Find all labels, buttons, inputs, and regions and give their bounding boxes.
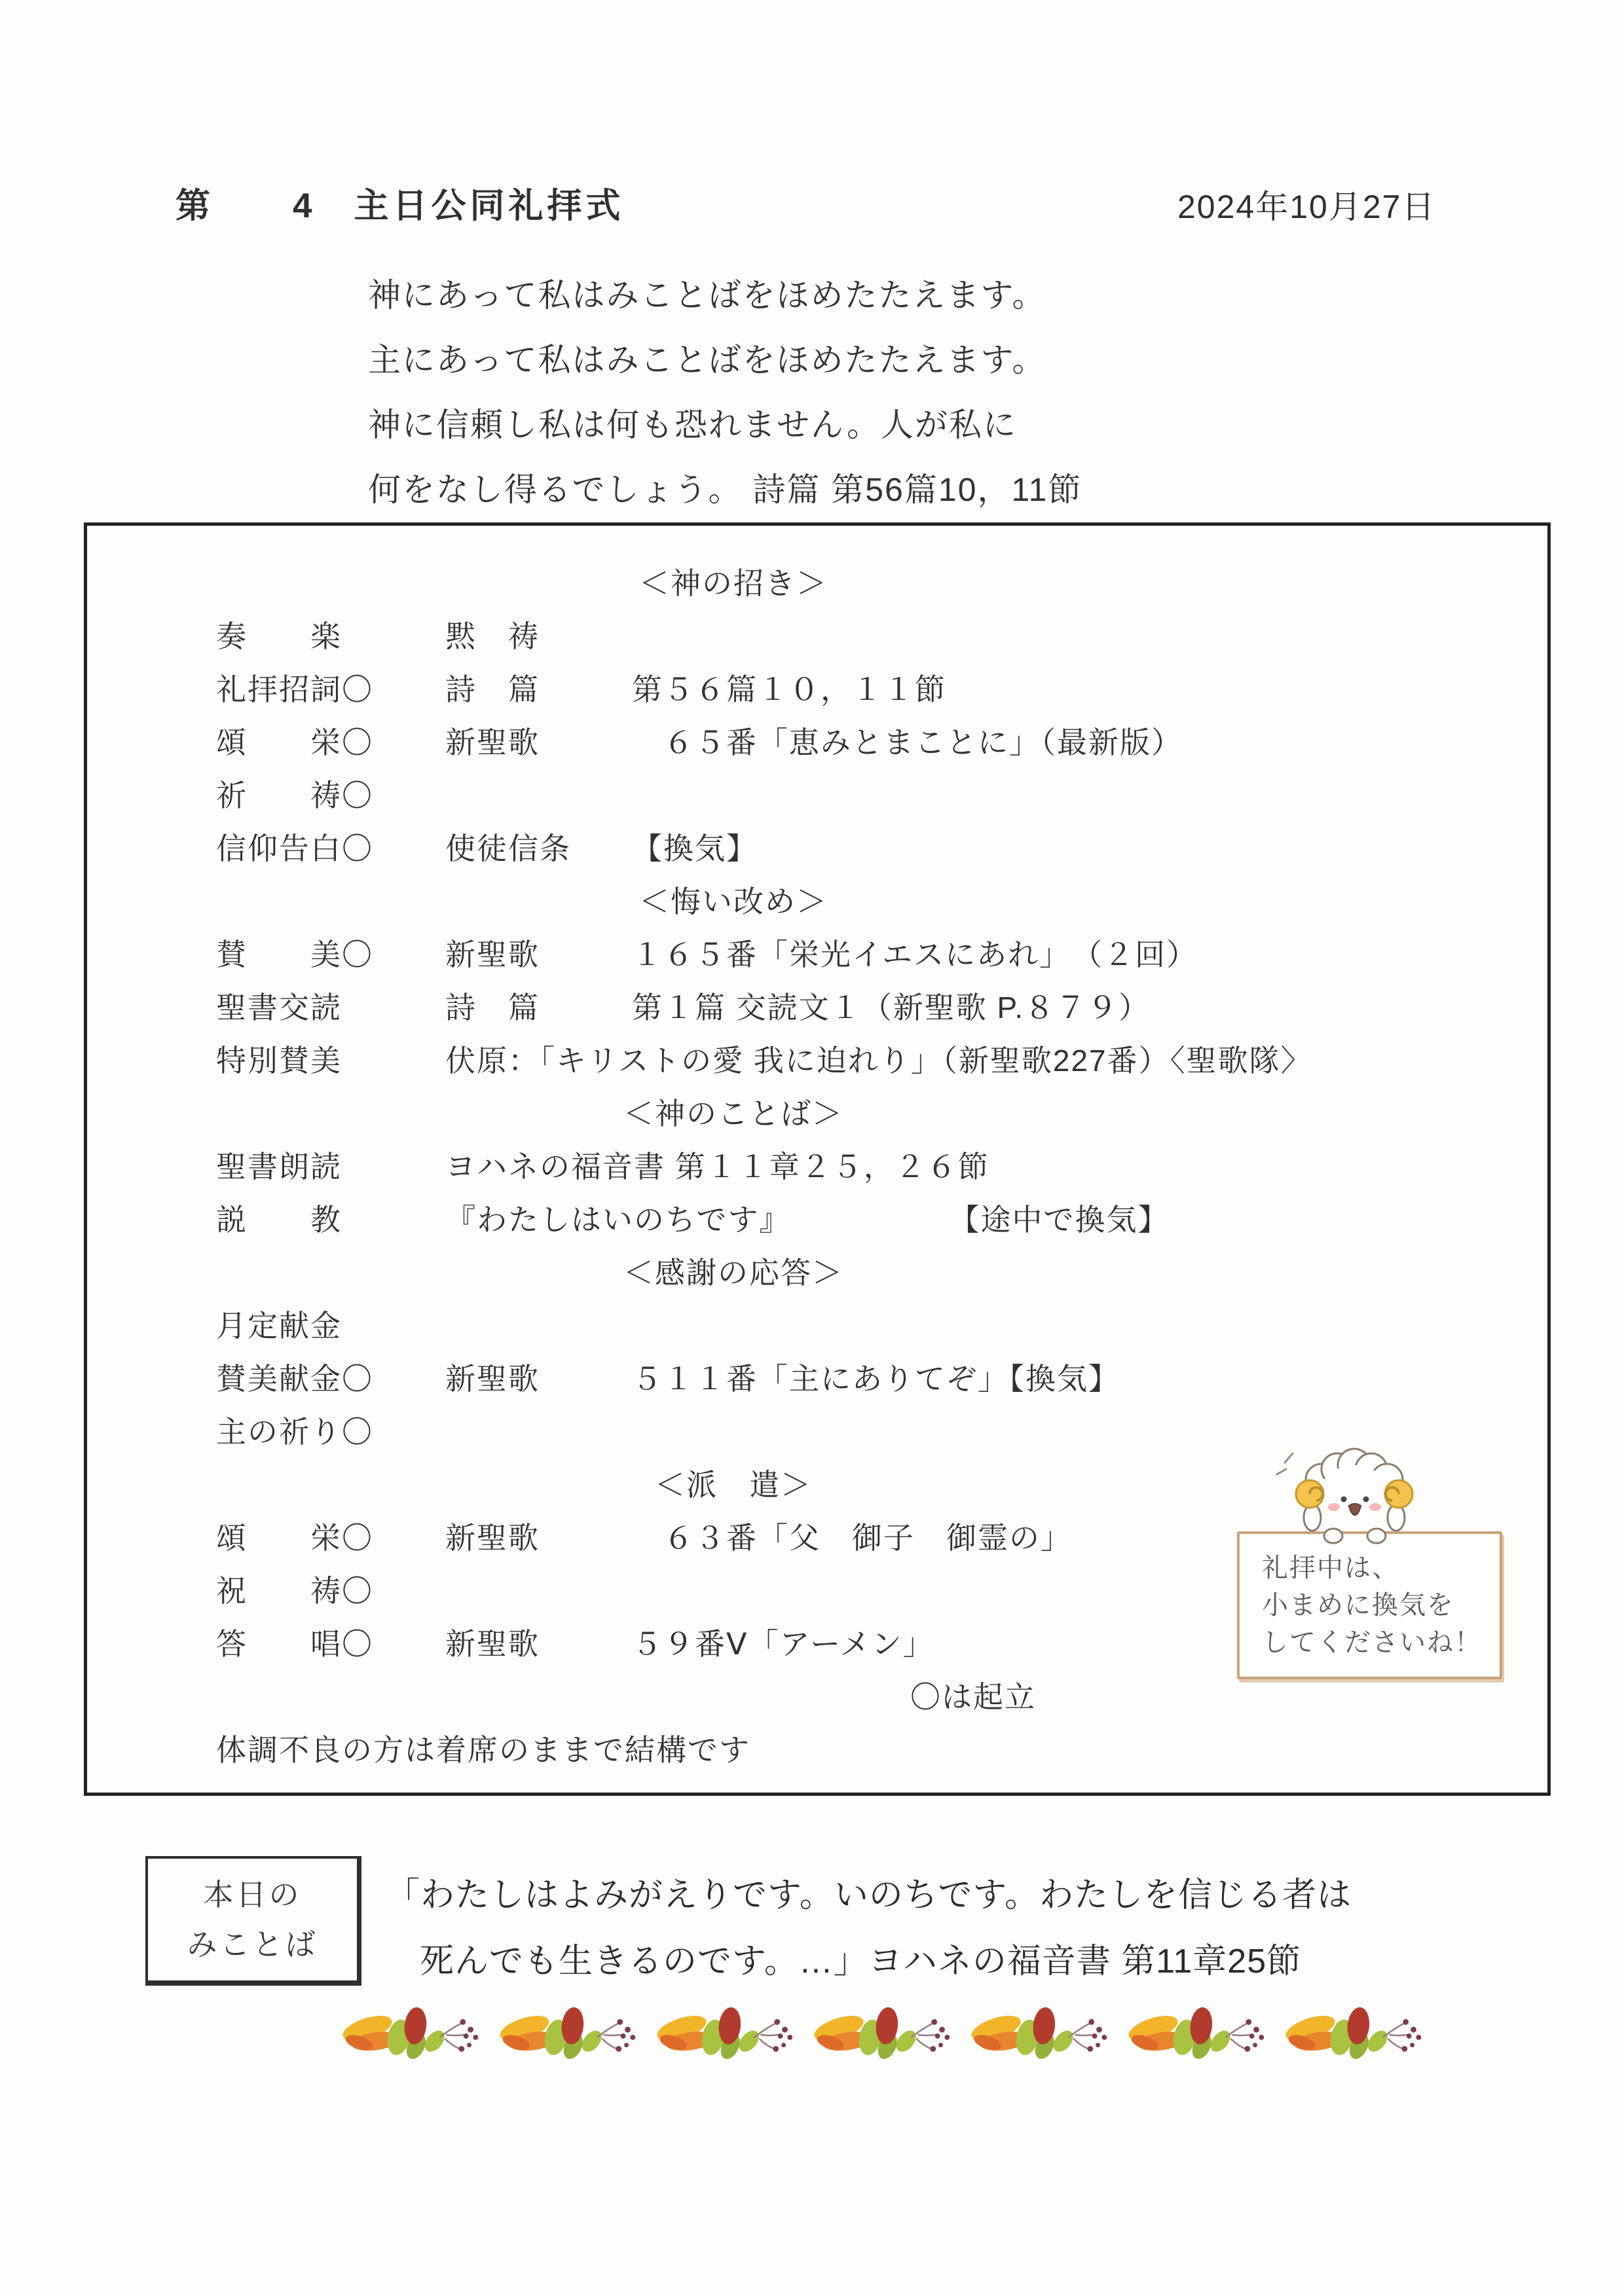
todays-word-label-line: みことば xyxy=(187,1927,318,1961)
order-item-value: 黙 祷 xyxy=(445,619,540,653)
order-item-label: 答 唱〇 xyxy=(216,1627,373,1661)
order-item xyxy=(216,984,1528,1037)
order-item xyxy=(216,666,1528,719)
order-item xyxy=(216,772,1528,825)
order-item-value: 使徒信条 xyxy=(445,831,571,866)
order-item-label: 信仰告白〇 xyxy=(216,831,373,866)
order-item xyxy=(216,825,1528,878)
order-section-heading: ＜神のことば＞ xyxy=(623,1097,843,1131)
order-item-detail: ５１１番「主にありてぞ」【換気】 xyxy=(632,1362,1120,1396)
order-item-detail: 【換気】 xyxy=(632,831,758,866)
order-section-heading: ＜感謝の応答＞ xyxy=(623,1256,843,1290)
order-item-detail: ６５番「恵みとまことに」（最新版） xyxy=(632,725,1183,759)
order-item-detail: ６３番「父 御子 御霊の」 xyxy=(632,1521,1072,1555)
section-number: 4 xyxy=(293,187,316,225)
autumn-leaf-motif xyxy=(1124,2001,1272,2069)
order-item-label: 祝 祷〇 xyxy=(216,1574,373,1608)
order-item-label: 説 教 xyxy=(216,1203,342,1237)
order-item-label: 頌 栄〇 xyxy=(216,725,373,759)
service-date: 2024年10月27日 xyxy=(1177,189,1436,225)
todays-word-quote-line: 「わたしはよみがえりです。いのちです。わたしを信じる者は xyxy=(386,1876,1352,1914)
order-item-label: 祈 祷〇 xyxy=(216,778,373,812)
service-title: 主日公同礼拝式 xyxy=(354,187,625,225)
opening-scripture xyxy=(368,263,1082,522)
order-section-heading: ＜悔い改め＞ xyxy=(639,884,828,919)
section-label: 第 xyxy=(175,187,214,225)
order-item xyxy=(216,1302,1528,1355)
order-item-value: 新聖歌 xyxy=(445,725,540,759)
order-item-detail: １６５番「栄光イエスにあれ」 （２回） xyxy=(632,938,1198,972)
order-item xyxy=(216,1037,1528,1090)
order-item-label: 頌 栄〇 xyxy=(216,1521,373,1555)
order-item xyxy=(216,1196,1528,1249)
ventilation-sign-line: 礼拝中は、 xyxy=(1262,1554,1399,1582)
opening-scripture-line: 神にあって私はみことばをほめたたえます。 xyxy=(368,277,1046,314)
order-item-label: 奏 楽 xyxy=(216,619,342,653)
order-item-label: 聖書朗読 xyxy=(216,1150,342,1184)
ventilation-sign-line: 小まめに換気を xyxy=(1262,1591,1454,1620)
order-item-detail: 伏原：「キリストの愛 我に迫れり」（新聖歌227番）〈聖歌隊〉 xyxy=(445,1044,1312,1078)
order-item-value: 詩 篇 xyxy=(445,672,540,706)
order-item xyxy=(216,613,1528,666)
order-item-label: 賛 美〇 xyxy=(216,938,373,972)
sheep-illustration xyxy=(1270,1446,1434,1548)
order-item-value: 新聖歌 xyxy=(445,938,540,972)
todays-word-quote-line: 死んでも生きるのです。…」ヨハネの福音書 第11章25節 xyxy=(420,1942,1302,1980)
order-item-label: 礼拝招詞〇 xyxy=(216,672,373,706)
order-item-value: 新聖歌 xyxy=(445,1521,540,1555)
order-item-label: 特別賛美 xyxy=(216,1044,342,1078)
order-item-label: 主の祈り〇 xyxy=(216,1415,373,1449)
ventilation-sign-line: してくださいね！ xyxy=(1262,1628,1482,1657)
sitting-note: 体調不良の方は着席のままで結構です xyxy=(216,1733,750,1767)
opening-scripture-line: 何をなし得るでしょう。 詩篇 第56篇10，11節 xyxy=(368,471,1082,508)
order-item xyxy=(216,719,1528,772)
order-item-value: 新聖歌 xyxy=(445,1627,540,1661)
opening-scripture-line: 主にあって私はみことばをほめたたえます。 xyxy=(368,342,1046,378)
autumn-leaf-motif xyxy=(1282,2001,1429,2069)
autumn-leaf-motif xyxy=(967,2001,1115,2069)
autumn-leaf-motif xyxy=(339,2001,486,2069)
order-item-detail: ５９番Ⅴ「アーメン」 xyxy=(632,1627,934,1661)
order-item-label: 賛美献金〇 xyxy=(216,1362,373,1396)
order-item-detail: ヨハネの福音書 第１１章２５，２６節 xyxy=(445,1150,989,1184)
order-section-heading: ＜神の招き＞ xyxy=(639,566,828,600)
autumn-leaves-border xyxy=(339,2001,1429,2069)
todays-word-box xyxy=(145,1856,361,1986)
order-item-label: 月定献金 xyxy=(216,1309,342,1343)
autumn-leaf-motif xyxy=(653,2001,800,2069)
ventilation-sign xyxy=(1237,1531,1502,1679)
order-item xyxy=(216,931,1528,984)
order-item-detail: 『わたしはいのちです』 【途中で換気】 xyxy=(445,1203,1170,1237)
autumn-leaf-motif xyxy=(810,2001,957,2069)
order-item xyxy=(216,1355,1528,1408)
order-item-value: 詩 篇 xyxy=(445,991,540,1025)
autumn-leaf-motif xyxy=(496,2001,643,2069)
page-title xyxy=(175,178,624,228)
opening-scripture-line: 神に信頼し私は何も恐れません。人が私に xyxy=(368,407,1017,443)
todays-word-label-line: 本日の xyxy=(203,1878,302,1912)
order-item xyxy=(216,1143,1528,1196)
order-item-value: 新聖歌 xyxy=(445,1362,540,1396)
order-item-detail: 第５６篇１０，１１節 xyxy=(632,672,946,706)
standing-note: 〇は起立 xyxy=(910,1680,1036,1714)
order-item-label: 聖書交読 xyxy=(216,991,342,1025)
order-section-heading: ＜派 遣＞ xyxy=(655,1468,812,1502)
order-item-detail: 第１篇 交読文１（新聖歌 P.８７９） xyxy=(632,991,1151,1025)
